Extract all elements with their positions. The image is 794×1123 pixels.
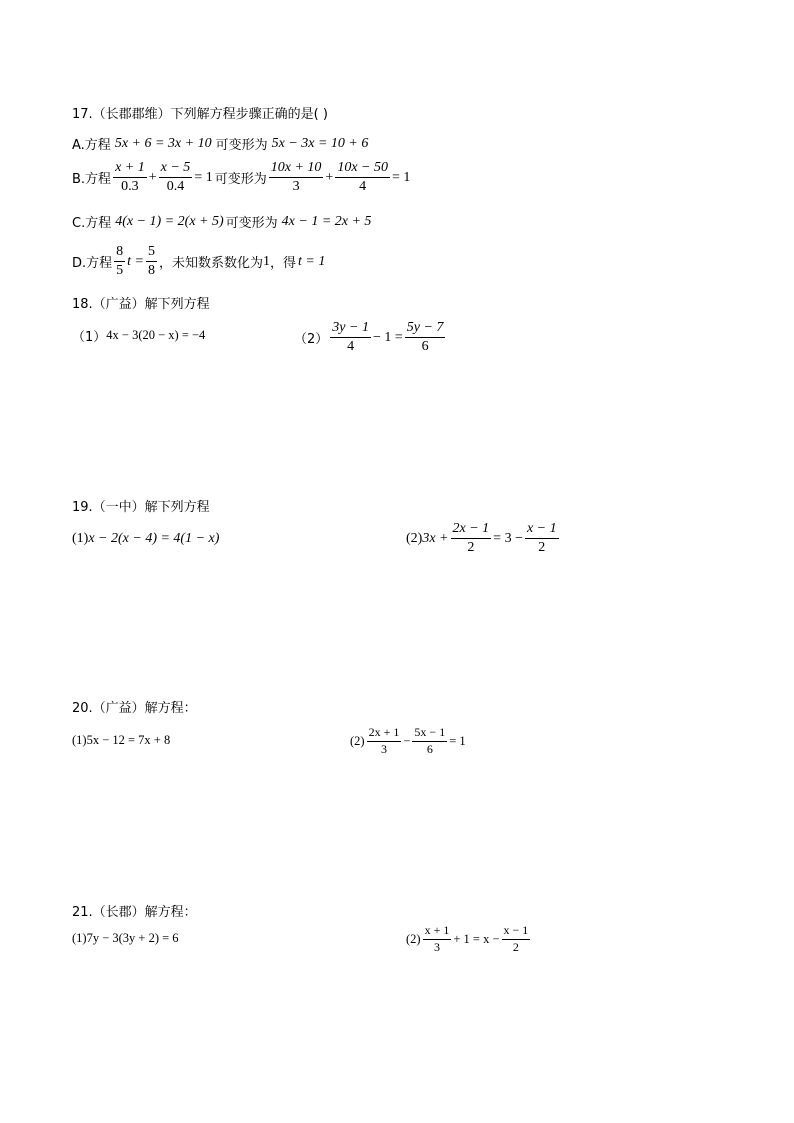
q17-d-prefix: D.方程 xyxy=(72,256,113,272)
q21-p2-frac1-num: x + 1 xyxy=(423,924,452,940)
q19-part2 xyxy=(406,521,561,556)
q20-p2-frac1 xyxy=(367,726,402,757)
q17-b-frac4-num: 10x − 50 xyxy=(335,160,390,178)
q19-stem: 19.（一中）解下列方程 xyxy=(72,500,210,515)
q18-p2-frac2 xyxy=(405,320,446,355)
q17-d-mid2: ，得 xyxy=(270,256,297,272)
q21-p2-frac2-den: 2 xyxy=(512,939,519,954)
q18-p2-frac1-num: 3y − 1 xyxy=(330,320,371,338)
q17-c-result: 4x − 1 = 2x + 5 xyxy=(281,213,372,229)
q17-d-frac2-den: 8 xyxy=(148,263,155,279)
q17-c-mid: 可变形为 xyxy=(225,216,278,231)
q21-p2-frac2-num: x − 1 xyxy=(502,924,531,940)
q17-option-b: B.方程 $\frac{x + 1}{0.3}$ + $\frac{x - 5}{0.4}$ = 1 可变形为 $\frac{10x + 10}{3}$ + $\frac{10x - 50}{4}$ = 1 xyxy=(72,160,411,195)
q17-b-eq1: = 1 xyxy=(194,169,213,185)
q17-b-frac4 xyxy=(335,160,390,195)
q20-part1 xyxy=(72,733,170,748)
q19-part1 xyxy=(72,531,219,547)
q21-stem: 21.（长郡）解方程： xyxy=(72,905,197,920)
q17-b-frac1-den: 0.3 xyxy=(121,179,139,195)
q20-p2-frac2-den: 6 xyxy=(426,741,433,756)
q19-p1-equation: x − 2(x − 4) = 4(1 − x) xyxy=(88,531,220,546)
q17-b-frac3-den: 3 xyxy=(292,179,300,195)
q21-p2-mid: + 1 = x − xyxy=(453,931,500,946)
q18-p2-mid: − 1 = xyxy=(372,329,403,345)
q18-p2-frac2-num: 5y − 7 xyxy=(405,320,446,338)
q18-stem: 18.（广益）解下列方程 xyxy=(72,297,210,312)
q18-p1-label: （1） xyxy=(72,330,107,345)
q17-d-one: 1 xyxy=(263,253,271,269)
q17-d-frac2 xyxy=(146,244,157,279)
q17-b-frac2 xyxy=(159,160,193,195)
q19-p2-frac2-num: x − 1 xyxy=(525,521,559,539)
q19-p2-frac2 xyxy=(525,521,559,556)
q17-d-mid: ，未知数系数化为 xyxy=(159,256,264,272)
q20-p2-frac2 xyxy=(412,726,447,757)
q19-p2-pre: 3x + xyxy=(422,530,449,546)
q18-p2-frac1 xyxy=(330,320,371,355)
q20-p2-label: (2) xyxy=(350,733,365,748)
q20-part2 xyxy=(350,726,466,757)
q17-d-frac2-num: 5 xyxy=(146,244,157,262)
q20-p2-frac1-den: 3 xyxy=(380,741,387,756)
q18-p2-frac1-den: 4 xyxy=(347,339,355,355)
q17-d-frac1-num: 8 xyxy=(114,244,125,262)
q19-p2-frac2-den: 2 xyxy=(538,540,546,556)
q19-p2-frac1 xyxy=(451,521,492,556)
q17-stem: 17.（长郡郡维）下列解方程步骤正确的是( ) xyxy=(72,107,328,122)
q17-a-mid: 可变形为 xyxy=(215,138,268,153)
q21-p1-label: (1) xyxy=(72,931,87,945)
q20-p2-end: = 1 xyxy=(449,733,466,748)
q19-p2-mid: = 3 − xyxy=(493,530,523,546)
q17-c-prefix: C.方程 xyxy=(72,216,112,231)
q17-a-result: 5x − 3x = 10 + 6 xyxy=(271,135,369,151)
q17-b-eq2: = 1 xyxy=(391,169,411,185)
q17-b-frac3 xyxy=(269,160,324,195)
q18-p1-equation: 4x − 3(20 − x) = −4 xyxy=(106,328,206,342)
q17-b-frac2-num: x − 5 xyxy=(159,160,193,178)
q17-d-var: t = xyxy=(127,253,144,269)
q17-a-equation: 5x + 6 = 3x + 10 xyxy=(114,135,212,151)
q17-d-frac1-den: 5 xyxy=(116,263,124,279)
q17-b-frac2-den: 0.4 xyxy=(166,179,185,195)
q18-part1 xyxy=(72,326,205,345)
q19-p2-frac1-num: 2x − 1 xyxy=(451,521,492,539)
q17-b-frac1-num: x + 1 xyxy=(113,160,147,178)
q17-b-frac4-den: 4 xyxy=(359,179,367,195)
q21-p2-frac1 xyxy=(423,924,452,955)
q19-p2-frac1-den: 2 xyxy=(467,540,475,556)
q17-b-frac1 xyxy=(113,160,147,195)
q20-stem: 20.（广益）解方程： xyxy=(72,701,197,716)
q20-p2-frac1-num: 2x + 1 xyxy=(367,726,402,742)
q17-option-d xyxy=(72,244,325,279)
q17-b-frac3-num: 10x + 10 xyxy=(269,160,324,178)
q17-option-a xyxy=(72,134,368,153)
q20-p1-label: (1) xyxy=(72,733,87,747)
q17-d-frac1 xyxy=(114,244,125,279)
q21-p2-frac1-den: 3 xyxy=(433,939,440,954)
q18-p2-label: （2） xyxy=(294,332,329,348)
q21-part2 xyxy=(406,924,532,955)
q21-p1-equation: 7y − 3(3y + 2) = 6 xyxy=(86,931,179,945)
q18-part2 xyxy=(294,320,447,355)
q21-p2-frac2 xyxy=(502,924,531,955)
q19-p2-label: (2) xyxy=(406,530,423,546)
q21-part1 xyxy=(72,931,179,946)
q17-b-prefix: B.方程 xyxy=(72,172,112,188)
q17-b-mid: 可变形为 xyxy=(214,172,267,188)
q20-p2-frac2-num: 5x − 1 xyxy=(412,726,447,742)
q20-p2-mid: − xyxy=(403,733,411,748)
q17-c-equation: 4(x − 1) = 2(x + 5) xyxy=(115,213,224,229)
q18-p2-frac2-den: 6 xyxy=(421,339,429,355)
q20-p1-equation: 5x − 12 = 7x + 8 xyxy=(86,733,171,747)
q17-d-result: t = 1 xyxy=(298,253,326,269)
q21-p2-label: (2) xyxy=(406,931,421,946)
q17-a-prefix: A.方程 xyxy=(72,138,111,153)
q17-option-c xyxy=(72,212,371,231)
q19-p1-label: (1) xyxy=(72,531,89,546)
